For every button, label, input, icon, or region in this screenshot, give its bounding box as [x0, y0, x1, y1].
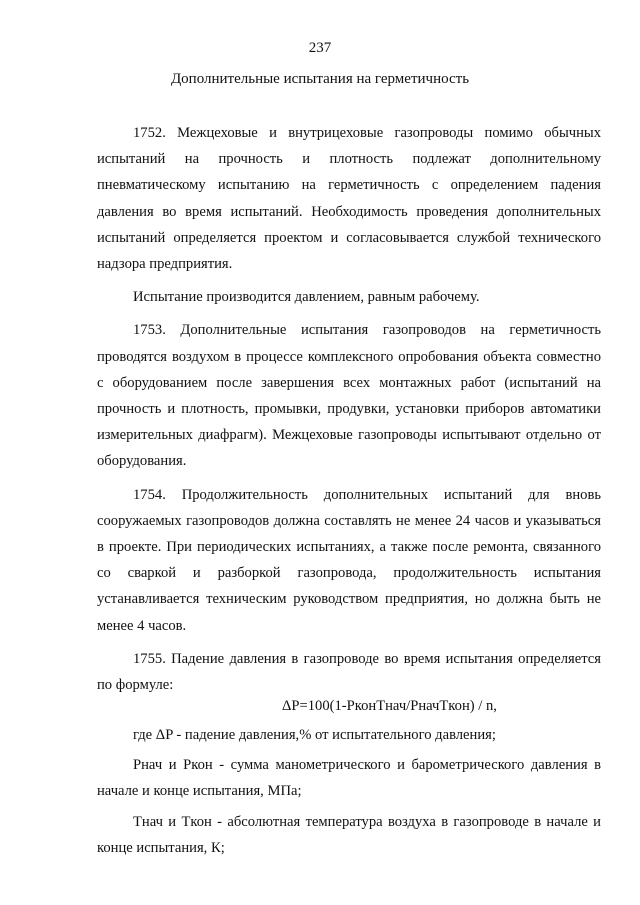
paragraph-1755: 1755. Падение давления в газопроводе во время испытания определяется по формуле: [97, 650, 601, 694]
legend-pressure: Pнач и Pкон - сумма манометрического и барометрического давления в начале и конце испытания, МПа; [97, 757, 601, 800]
legend-delta-p: где ΔP - падение давления,% от испытательного давления; [133, 727, 496, 743]
formula-legend [97, 722, 601, 861]
paragraph-1753: 1753. Дополнительные испытания газопроводов на герметичность проводятся воздухом в процессе комплексного опробования объекта совместно с оборудованием после завершения всех монтажных работ (испытаний на прочность и плотность, промывки, продувки, установки приборов автоматики измерительных диафрагм). Межцеховые газопроводы испытывают отдельно от оборудования. [97, 322, 601, 470]
paragraph-test-pressure: Испытание производится давлением, равным рабочему. [133, 289, 480, 306]
section-heading: Дополнительные испытания на герметичность [170, 71, 470, 87]
page-number: 237 [308, 40, 332, 56]
document-body [97, 120, 601, 698]
legend-temperature: Tнач и Tкон - абсолютная температура воздуха в газопроводе в начале и конце испытания, К; [97, 813, 601, 856]
paragraph-1754: 1754. Продолжительность дополнительных испытаний для вновь сооружаемых газопроводов должна составлять не менее 24 часов и указываться в проекте. При периодических испытаниях, а также после ремонта, связанного со сваркой и разборкой газопровода, продолжительность испытания устанавливается техническим руководством предприятия, но должна быть не менее 4 часов. [97, 486, 601, 634]
pressure-drop-formula: ΔP=100(1-PконTнач/PначTкон) / n, [282, 698, 497, 714]
paragraph-1752: 1752. Межцеховые и внутрицеховые газопроводы помимо обычных испытаний на прочность и плотность подлежат дополнительному пневматическому испытанию на герметичность с определением падения давления во время испытаний. Необходимость проведения дополнительных испытаний определяется проектом и согласовывается службой технического надзора предприятия. [97, 125, 601, 273]
